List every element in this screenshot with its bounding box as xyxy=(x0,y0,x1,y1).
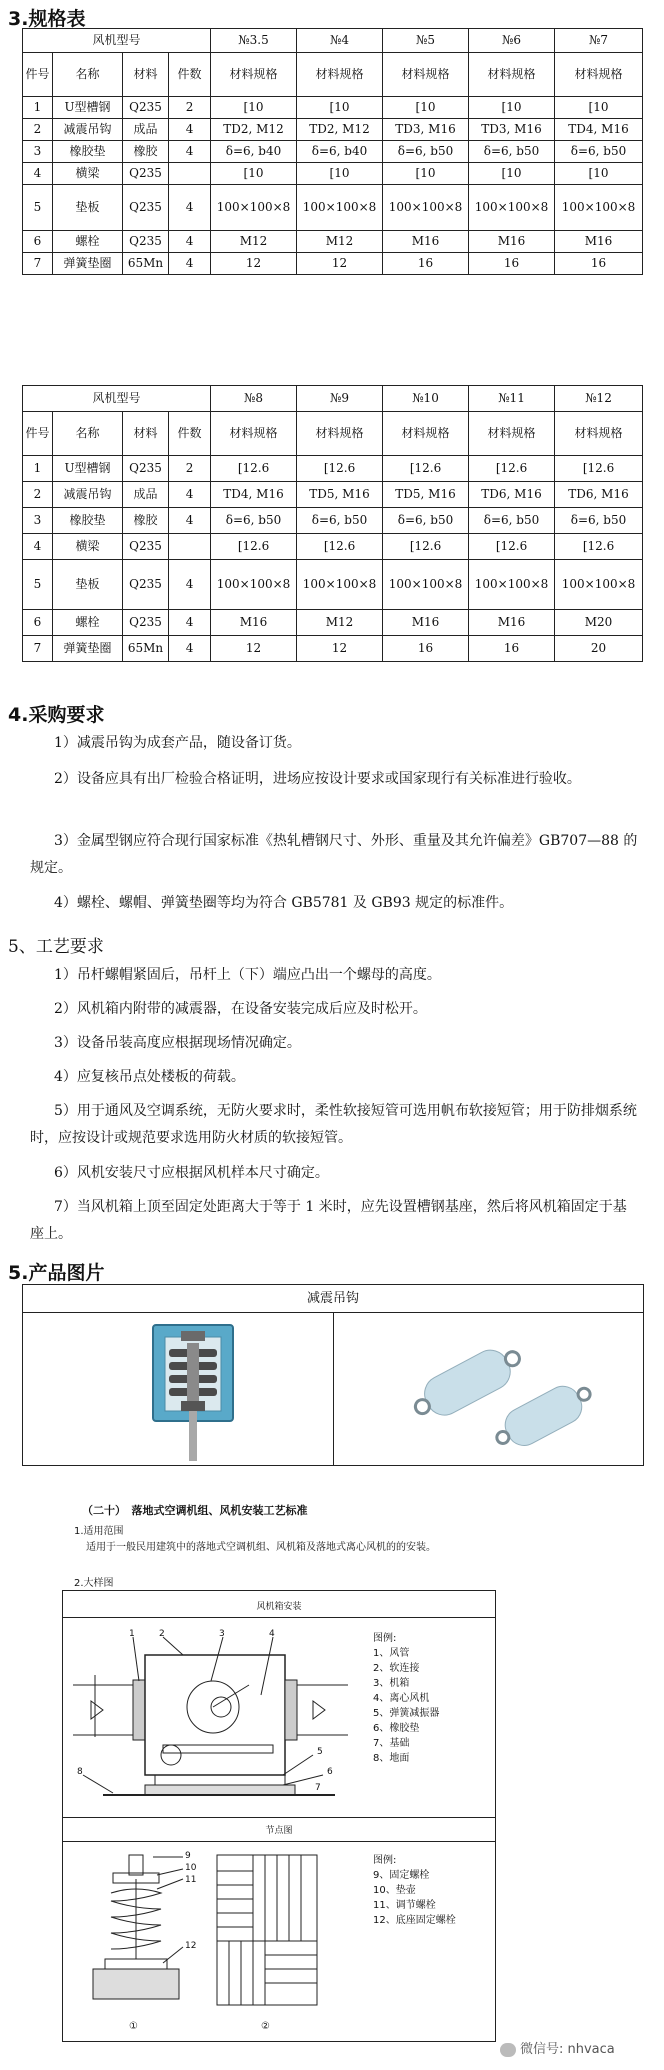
cell-spec: 16 xyxy=(383,253,469,275)
model-header: №4 xyxy=(297,29,383,53)
model-header: №12 xyxy=(555,386,643,412)
cell-name: 横梁 xyxy=(53,534,123,560)
cell-name: 垫板 xyxy=(53,560,123,610)
cell-spec: TD4, M16 xyxy=(555,119,643,141)
cell-no: 3 xyxy=(23,508,53,534)
drawing-title: 风机箱安装 xyxy=(256,1602,302,1612)
detail-drawing-heading: 2.大样图 xyxy=(74,1578,114,1589)
cell-spec: 100×100×8 xyxy=(297,560,383,610)
cell-spec: 100×100×8 xyxy=(555,185,643,231)
callout-4: 4 xyxy=(269,1629,275,1639)
legend-item: 3、机箱 xyxy=(373,1678,410,1689)
table-row xyxy=(23,231,643,253)
section-title-spec: 3.规格表 xyxy=(8,8,86,30)
cell-no: 5 xyxy=(23,560,53,610)
cell-count: 4 xyxy=(169,636,211,662)
model-label: 风机型号 xyxy=(23,29,211,53)
spec-table-2 xyxy=(22,385,643,662)
callout-7: 7 xyxy=(315,1783,321,1793)
cell-spec: 20 xyxy=(555,636,643,662)
model-header: №3.5 xyxy=(211,29,297,53)
cell-spec: 100×100×8 xyxy=(297,185,383,231)
table-row xyxy=(23,185,643,231)
model-label: 风机型号 xyxy=(23,386,211,412)
legend-title: 图例: xyxy=(373,1633,397,1644)
wechat-watermark xyxy=(500,2038,615,2057)
callout-12: 12 xyxy=(185,1941,197,1951)
legend-item: 7、基础 xyxy=(373,1738,410,1749)
cell-spec: [12.6 xyxy=(297,456,383,482)
legend-detail xyxy=(373,1853,493,1928)
cell-material: Q235 xyxy=(123,163,169,185)
cell-no: 7 xyxy=(23,253,53,275)
process-item: 2）风机箱内附带的减震器，在设备安装完成后应及时松开。 xyxy=(54,1001,427,1017)
cell-spec: [12.6 xyxy=(555,534,643,560)
col-header-no: 件号 xyxy=(23,53,53,97)
cell-spec: δ=6, b50 xyxy=(383,141,469,163)
cell-name: 减震吊钩 xyxy=(53,119,123,141)
cell-count: 4 xyxy=(169,253,211,275)
section-title-purchase: 4.采购要求 xyxy=(8,704,105,726)
purchase-item: 3）金属型钢应符合现行国家标准《热轧槽钢尺寸、外形、重量及其允许偏差》GB707—88 的规定。 xyxy=(30,833,638,876)
cell-spec: 16 xyxy=(383,636,469,662)
col-header-spec: 材料规格 xyxy=(383,53,469,97)
process-item: 3）设备吊装高度应根据现场情况确定。 xyxy=(54,1035,301,1051)
cell-name: U型槽钢 xyxy=(53,456,123,482)
cell-spec: [12.6 xyxy=(383,456,469,482)
cell-spec: [10 xyxy=(469,97,555,119)
table-row xyxy=(23,534,643,560)
cell-spec: δ=6, b50 xyxy=(555,508,643,534)
cell-count: 4 xyxy=(169,119,211,141)
cell-spec: [10 xyxy=(555,163,643,185)
cell-spec: TD6, M16 xyxy=(555,482,643,508)
cell-name: 垫板 xyxy=(53,185,123,231)
detail-title: 节点图 xyxy=(265,1826,293,1836)
cell-spec: M20 xyxy=(555,610,643,636)
cell-spec: [12.6 xyxy=(297,534,383,560)
cell-no: 4 xyxy=(23,534,53,560)
cell-spec: TD2, M12 xyxy=(211,119,297,141)
col-header-spec: 材料规格 xyxy=(383,412,469,456)
legend-item: 10、垫壶 xyxy=(373,1885,416,1896)
cell-spec: 16 xyxy=(469,636,555,662)
watermark-text: 微信号: nhvaca xyxy=(520,2042,615,2057)
divider xyxy=(63,1841,495,1842)
cell-count: 2 xyxy=(169,97,211,119)
legend-item: 4、离心风机 xyxy=(373,1693,430,1704)
section-title-process: 5、工艺要求 xyxy=(8,937,104,957)
cell-spec: M16 xyxy=(383,610,469,636)
table-row xyxy=(23,482,643,508)
col-header-spec: 材料规格 xyxy=(297,53,383,97)
cell-count: 4 xyxy=(169,508,211,534)
cell-count: 4 xyxy=(169,610,211,636)
cell-spec: [12.6 xyxy=(211,534,297,560)
scope-heading: 1.适用范围 xyxy=(74,1526,124,1537)
cell-spec: M12 xyxy=(297,231,383,253)
cell-spec: 12 xyxy=(297,636,383,662)
col-header-material: 材料 xyxy=(123,53,169,97)
cell-material: 橡胶 xyxy=(123,141,169,163)
cell-spec: 100×100×8 xyxy=(469,185,555,231)
cell-material: 成品 xyxy=(123,119,169,141)
cell-spec: M16 xyxy=(211,610,297,636)
legend-top xyxy=(373,1631,493,1766)
table-row xyxy=(23,141,643,163)
standard-heading: （二十） 落地式空调机组、风机安装工艺标准 xyxy=(82,1504,308,1517)
purchase-item: 1）减震吊钩为成套产品，随设备订货。 xyxy=(54,735,301,751)
wechat-icon xyxy=(500,2043,516,2057)
cell-spec: δ=6, b40 xyxy=(211,141,297,163)
cell-material: 65Mn xyxy=(123,253,169,275)
table-row xyxy=(23,636,643,662)
cell-spec: M16 xyxy=(469,231,555,253)
cell-divider xyxy=(333,1313,334,1465)
vibration-hanger-photo xyxy=(123,1317,263,1463)
cell-spec: TD3, M16 xyxy=(383,119,469,141)
cell-no: 4 xyxy=(23,163,53,185)
purchase-item: 2）设备应具有出厂检验合格证明，进场应按设计要求或国家现行有关标准进行验收。 xyxy=(54,771,581,787)
legend-title: 图例: xyxy=(373,1855,397,1866)
divider xyxy=(63,1817,495,1818)
model-header: №9 xyxy=(297,386,383,412)
cell-no: 7 xyxy=(23,636,53,662)
cell-spec: 100×100×8 xyxy=(211,560,297,610)
grid-base-detail xyxy=(213,1851,323,2011)
col-header-spec: 材料规格 xyxy=(469,412,555,456)
cell-count: 4 xyxy=(169,560,211,610)
cell-name: 橡胶垫 xyxy=(53,508,123,534)
cell-spec: δ=6, b50 xyxy=(211,508,297,534)
model-header: №5 xyxy=(383,29,469,53)
cell-spec: [10 xyxy=(297,163,383,185)
cell-spec: TD6, M16 xyxy=(469,482,555,508)
cell-no: 1 xyxy=(23,97,53,119)
callout-2: 2 xyxy=(159,1629,165,1639)
process-item: 7）当风机箱上顶至固定处距离大于等于 1 米时，应先设置槽钢基座，然后将风机箱固定于基座上。 xyxy=(30,1199,627,1242)
table-row xyxy=(23,508,643,534)
cell-material: Q235 xyxy=(123,534,169,560)
cell-spec: [12.6 xyxy=(469,456,555,482)
cell-spec: [10 xyxy=(383,163,469,185)
divider xyxy=(63,1617,495,1618)
cell-material: 橡胶 xyxy=(123,508,169,534)
callout-6: 6 xyxy=(327,1767,333,1777)
legend-item: 8、地面 xyxy=(373,1753,410,1764)
cell-spec: [10 xyxy=(469,163,555,185)
cell-count: 4 xyxy=(169,231,211,253)
cell-spec: [10 xyxy=(297,97,383,119)
cell-spec: δ=6, b50 xyxy=(383,508,469,534)
col-header-spec: 材料规格 xyxy=(211,53,297,97)
col-header-spec: 材料规格 xyxy=(555,412,643,456)
cell-spec: M16 xyxy=(383,231,469,253)
legend-item: 5、弹簧减振器 xyxy=(373,1708,440,1719)
cell-spec: [10 xyxy=(211,97,297,119)
model-header: №10 xyxy=(383,386,469,412)
callout-11: 11 xyxy=(185,1875,197,1885)
cell-spec: M12 xyxy=(297,610,383,636)
cell-count xyxy=(169,163,211,185)
cell-spec: TD5, M16 xyxy=(383,482,469,508)
cell-spec: M16 xyxy=(469,610,555,636)
cell-material: Q235 xyxy=(123,185,169,231)
drawing-frame xyxy=(62,1590,496,2042)
cell-spec: 100×100×8 xyxy=(383,185,469,231)
cell-spec: 12 xyxy=(297,253,383,275)
cell-spec: δ=6, b40 xyxy=(297,141,383,163)
cell-count: 4 xyxy=(169,141,211,163)
model-header: №6 xyxy=(469,29,555,53)
photo-caption: 减震吊钩 xyxy=(23,1285,643,1313)
col-header-name: 名称 xyxy=(53,53,123,97)
hanger-cylinders-photo xyxy=(403,1325,603,1455)
cell-spec: TD5, M16 xyxy=(297,482,383,508)
cell-no: 2 xyxy=(23,482,53,508)
cell-spec: 12 xyxy=(211,636,297,662)
model-header: №8 xyxy=(211,386,297,412)
product-picture-table xyxy=(22,1284,644,1466)
col-header-material: 材料 xyxy=(123,412,169,456)
cell-spec: 100×100×8 xyxy=(211,185,297,231)
cell-material: Q235 xyxy=(123,231,169,253)
cell-no: 5 xyxy=(23,185,53,231)
cell-no: 6 xyxy=(23,231,53,253)
cell-spec: δ=6, b50 xyxy=(469,141,555,163)
callout-3: 3 xyxy=(219,1629,225,1639)
view-marker-a: ① xyxy=(129,2021,138,2032)
cell-no: 6 xyxy=(23,610,53,636)
col-header-spec: 材料规格 xyxy=(211,412,297,456)
legend-item: 6、橡胶垫 xyxy=(373,1723,420,1734)
cell-name: U型槽钢 xyxy=(53,97,123,119)
cell-spec: TD4, M16 xyxy=(211,482,297,508)
cell-name: 弹簧垫圈 xyxy=(53,636,123,662)
model-header: №7 xyxy=(555,29,643,53)
table-row xyxy=(23,253,643,275)
scope-text: 适用于一般民用建筑中的落地式空调机组、风机箱及落地式离心风机的的安装。 xyxy=(86,1542,436,1553)
callout-9: 9 xyxy=(185,1851,191,1861)
cell-material: Q235 xyxy=(123,610,169,636)
cell-spec: [10 xyxy=(211,163,297,185)
cell-no: 3 xyxy=(23,141,53,163)
cell-material: Q235 xyxy=(123,456,169,482)
cell-spec: [12.6 xyxy=(211,456,297,482)
callout-5: 5 xyxy=(317,1747,323,1757)
cell-count: 2 xyxy=(169,456,211,482)
cell-no: 1 xyxy=(23,456,53,482)
fan-box-installation-drawing xyxy=(73,1625,353,1805)
callout-8: 8 xyxy=(77,1767,83,1777)
view-marker-b: ② xyxy=(261,2021,270,2032)
legend-item: 12、底座固定螺栓 xyxy=(373,1915,456,1926)
cell-spec: 100×100×8 xyxy=(555,560,643,610)
cell-spec: 100×100×8 xyxy=(469,560,555,610)
cell-spec: 16 xyxy=(555,253,643,275)
spec-table-1 xyxy=(22,28,643,275)
process-item: 1）吊杆螺帽紧固后，吊杆上（下）端应凸出一个螺母的高度。 xyxy=(54,967,441,983)
legend-item: 9、固定螺栓 xyxy=(373,1870,430,1881)
cell-material: Q235 xyxy=(123,97,169,119)
cell-name: 螺栓 xyxy=(53,231,123,253)
callout-10: 10 xyxy=(185,1863,197,1873)
cell-name: 螺栓 xyxy=(53,610,123,636)
col-header-name: 名称 xyxy=(53,412,123,456)
col-header-spec: 材料规格 xyxy=(555,53,643,97)
process-item: 4）应复核吊点处楼板的荷载。 xyxy=(54,1069,245,1085)
cell-name: 弹簧垫圈 xyxy=(53,253,123,275)
col-header-count: 件数 xyxy=(169,412,211,456)
cell-spec: M16 xyxy=(555,231,643,253)
cell-material: 成品 xyxy=(123,482,169,508)
col-header-no: 件号 xyxy=(23,412,53,456)
table-row xyxy=(23,560,643,610)
cell-spec: [12.6 xyxy=(383,534,469,560)
col-header-spec: 材料规格 xyxy=(297,412,383,456)
cell-spec: [10 xyxy=(555,97,643,119)
cell-spec: [10 xyxy=(383,97,469,119)
cell-name: 横梁 xyxy=(53,163,123,185)
cell-spec: 12 xyxy=(211,253,297,275)
cell-spec: TD2, M12 xyxy=(297,119,383,141)
process-item: 5）用于通风及空调系统，无防火要求时，柔性软接短管可选用帆布软接短管；用于防排烟系统时，应按设计或规范要求选用防火材质的软接短管。 xyxy=(30,1103,637,1146)
col-header-count: 件数 xyxy=(169,53,211,97)
cell-count xyxy=(169,534,211,560)
cell-material: Q235 xyxy=(123,560,169,610)
col-header-spec: 材料规格 xyxy=(469,53,555,97)
table-row xyxy=(23,610,643,636)
cell-spec: δ=6, b50 xyxy=(297,508,383,534)
cell-spec: TD3, M16 xyxy=(469,119,555,141)
cell-spec: [12.6 xyxy=(469,534,555,560)
table-row xyxy=(23,163,643,185)
cell-name: 橡胶垫 xyxy=(53,141,123,163)
cell-spec: δ=6, b50 xyxy=(469,508,555,534)
purchase-item: 4）螺栓、螺帽、弹簧垫圈等均为符合 GB5781 及 GB93 规定的标准件。 xyxy=(54,895,514,911)
table-row xyxy=(23,456,643,482)
cell-spec: 100×100×8 xyxy=(383,560,469,610)
cell-count: 4 xyxy=(169,185,211,231)
table-row xyxy=(23,119,643,141)
cell-spec: δ=6, b50 xyxy=(555,141,643,163)
callout-1: 1 xyxy=(129,1629,135,1639)
cell-name: 减震吊钩 xyxy=(53,482,123,508)
table-row xyxy=(23,97,643,119)
cell-spec: M12 xyxy=(211,231,297,253)
legend-item: 1、风管 xyxy=(373,1648,410,1659)
model-header: №11 xyxy=(469,386,555,412)
cell-spec: 16 xyxy=(469,253,555,275)
section-title-product-pictures: 5.产品图片 xyxy=(8,1262,105,1284)
cell-material: 65Mn xyxy=(123,636,169,662)
cell-count: 4 xyxy=(169,482,211,508)
legend-item: 2、软连接 xyxy=(373,1663,420,1674)
cell-no: 2 xyxy=(23,119,53,141)
legend-item: 11、调节螺栓 xyxy=(373,1900,436,1911)
cell-spec: [12.6 xyxy=(555,456,643,482)
process-item: 6）风机安装尺寸应根据风机样本尺寸确定。 xyxy=(54,1165,329,1181)
